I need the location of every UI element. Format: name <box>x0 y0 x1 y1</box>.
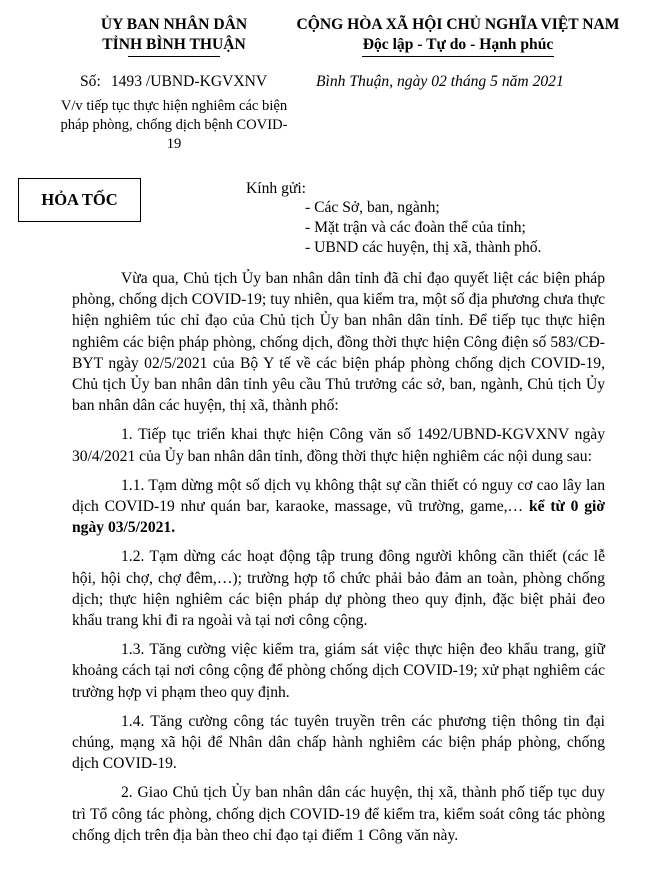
recipient-item: - Các Sở, ban, ngành; <box>305 199 440 216</box>
issuing-agency <box>58 15 290 57</box>
item-1-1-text: 1.1. Tạm dừng một số dịch vụ không thật sự cần thiết có nguy cơ cao lây lan dịch COVID-19 như quán bar, karaoke, massage, vũ trường, game,… <box>72 476 605 516</box>
agency-line-2: TỈNH BÌNH THUẬN <box>102 36 246 53</box>
paragraph-item-1-4: 1.4. Tăng cường công tác tuyên truyền trên các phương tiện thông tin đại chúng, mạng xã hội để Nhân dân chấp hành nghiêm các biện pháp phòng, chống dịch COVID-19. <box>72 712 605 773</box>
document-subject: V/v tiếp tục thực hiện nghiêm các biện pháp phòng, chống dịch bệnh COVID-19 <box>60 98 288 152</box>
national-title: CỘNG HÒA XÃ HỘI CHỦ NGHĨA VIỆT NAM <box>296 16 620 33</box>
item-1-1-deadline: kể từ 0 giờ ngày 03/5/2021. <box>72 498 605 537</box>
document-date: Bình Thuận, ngày 02 tháng 5 năm 2021 <box>316 73 564 90</box>
document-number <box>80 73 267 91</box>
so-label: Số: <box>80 73 101 90</box>
so-number: 1493 /UBND-KGVXNV <box>110 73 268 90</box>
urgency-stamp <box>18 178 141 222</box>
motto-underline <box>362 56 554 57</box>
paragraph-item-1-1 <box>72 475 605 539</box>
paragraph-item-2: 2. Giao Chủ tịch Ủy ban nhân dân các huyện, thị xã, thành phố tiếp tục duy trì Tổ công tác phòng, chống dịch COVID-19 để kiểm tra, kiểm soát công tác phòng chống dịch trên địa bàn theo chỉ đạo tại điểm 1 Công văn này. <box>72 784 605 844</box>
kinh-gui-label: Kính gửi: <box>246 180 306 197</box>
paragraph-intro: Vừa qua, Chủ tịch Ủy ban nhân dân tỉnh đã chỉ đạo quyết liệt các biện pháp phòng, chống dịch COVID-19; tuy nhiên, qua kiểm tra, một số địa phương chưa thực hiện nghiêm túc chỉ đạo của Chủ tịch Ủy ban nhân dân tỉnh. Để tiếp tục thực hiện nghiêm các biện pháp phòng, chống dịch, đồng thời thực hiện Công điện số 583/CĐ-BYT ngày 02/5/2021 của Bộ Y tế về các biện pháp phòng chống dịch COVID-19, Chủ tịch Ủy ban nhân dân tỉnh yêu cầu Thủ trưởng các sở, ban, ngành, Chủ tịch Ủy ban nhân dân các huyện, thị xã, thành phố: <box>72 270 605 415</box>
national-header <box>272 15 644 57</box>
national-motto: Độc lập - Tự do - Hạnh phúc <box>362 36 554 53</box>
document-body <box>72 268 605 854</box>
recipient-item: - UBND các huyện, thị xã, thành phố. <box>305 239 542 256</box>
paragraph-item-1-2: 1.2. Tạm dừng các hoạt động tập trung đông người không cần thiết (các lễ hội, hội chợ, chợ đêm,…); trường hợp tổ chức phải bảo đảm an toàn, phòng chống dịch; thực hiện nghiêm các biện pháp dự phòng theo quy định, đặc biệt phải đeo khẩu trang khi đi ra ngoài và tại nơi công cộng. <box>72 548 605 630</box>
urgency-label: HỎA TỐC <box>41 190 118 209</box>
agency-underline <box>128 56 220 57</box>
agency-line-1: ỦY BAN NHÂN DÂN <box>100 16 248 33</box>
paragraph-item-1-3: 1.3. Tăng cường việc kiểm tra, giám sát việc thực hiện đeo khẩu trang, giữ khoảng cách tại nơi công cộng để phòng chống dịch COVID-19; xử phạt nghiêm các trường hợp vi phạm theo quy định. <box>72 641 605 701</box>
paragraph-item-1: 1. Tiếp tục triển khai thực hiện Công văn số 1492/UBND-KGVXNV ngày 30/4/2021 của Ủy ban nhân dân tỉnh, đồng thời thực hiện nghiêm các nội dung sau: <box>72 426 605 465</box>
recipient-item: - Mặt trận và các đoàn thể của tỉnh; <box>305 219 526 236</box>
